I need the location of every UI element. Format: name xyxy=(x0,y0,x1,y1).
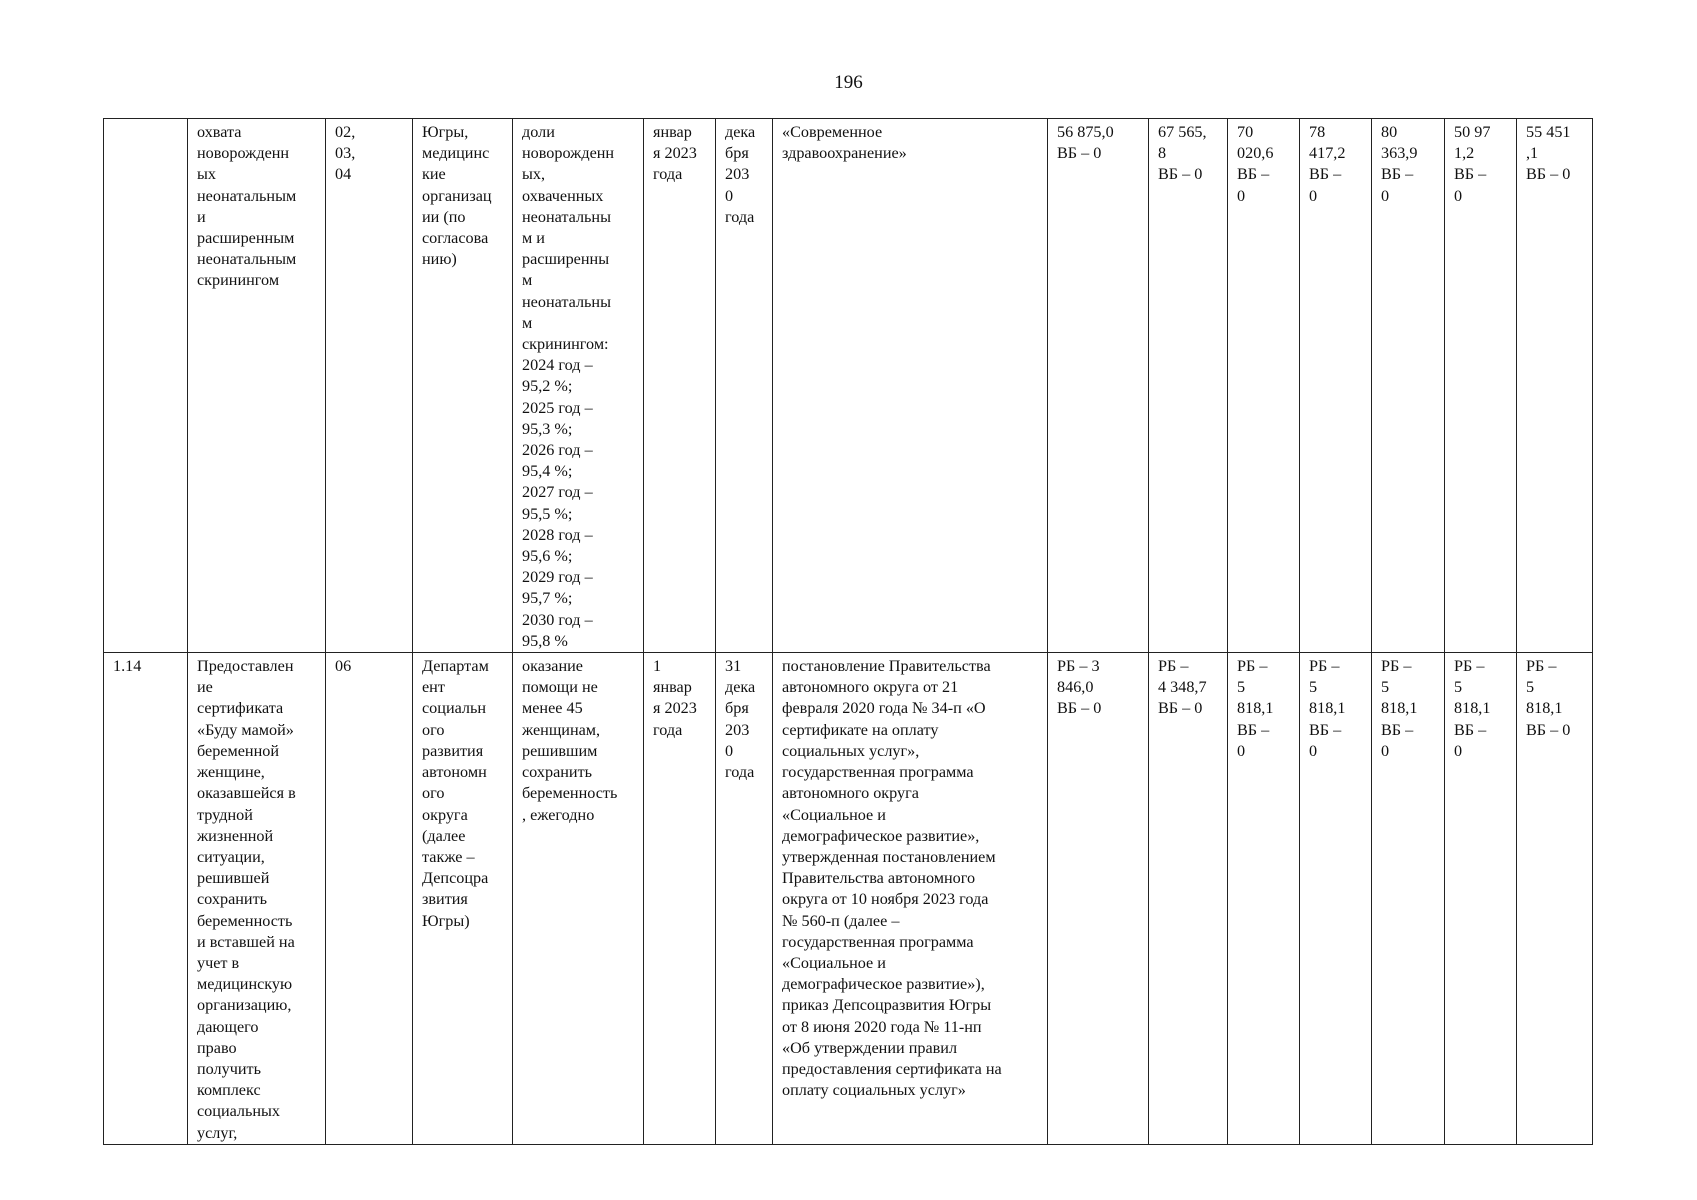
cell-start-date: январ я 2023 года xyxy=(644,119,716,653)
cell-measure-name: охвата новорожденн ых неонатальным и расширенным неонатальным скринингом xyxy=(188,119,326,653)
cell-measure-name: Предоставлен ие сертификата «Буду мамой» беременной женщине, оказавшейся в трудной жизненной ситуации, решившей сохранить беременность и вставшей на учет в медицинскую организацию, дающего право получить комплекс социальных услуг, xyxy=(188,653,326,1145)
cell-funding: РБ – 5 818,1 ВБ – 0 xyxy=(1517,653,1593,1145)
cell-funding: РБ – 3 846,0 ВБ – 0 xyxy=(1048,653,1149,1145)
page-number: 196 xyxy=(834,72,863,93)
table-row xyxy=(104,653,1593,1145)
cell-start-date: 1 январ я 2023 года xyxy=(644,653,716,1145)
cell-funding: 56 875,0 ВБ – 0 xyxy=(1048,119,1149,653)
cell-end-date: 31 дека бря 203 0 года xyxy=(716,653,773,1145)
table-row xyxy=(104,119,1593,653)
cell-result: доли новорожденн ых, охваченных неонатальны м и расширенны м неонатальны м скринингом: 2024 год – 95,2 %; 2025 год – 95,3 %; 2026 год – 95,4 %; 2027 год – 95,5 %; 2028 год – 95,6 %; 2029 год – 95,7 %; 2030 год – 95,8 % xyxy=(513,119,644,653)
cell-funding: 70 020,6 ВБ – 0 xyxy=(1228,119,1300,653)
cell-executor: Югры, медицинс кие организац ии (по согласова нию) xyxy=(413,119,513,653)
cell-basis: постановление Правительства автономного округа от 21 февраля 2020 года № 34-п «О сертификате на оплату социальных услуг», государственная программа автономного округа «Социальное и демографическое развитие», утвержденная постановлением Правительства автономного округа от 10 ноября 2023 года № 560-п (далее – государственная программа «Социальное и демографическое развитие»), приказ Депсоцразвития Югры от 8 июня 2020 года № 11-нп «Об утверждении правил предоставления сертификата на оплату социальных услуг» xyxy=(773,653,1048,1145)
cell-basis: «Современное здравоохранение» xyxy=(773,119,1048,653)
cell-funding: РБ – 5 818,1 ВБ – 0 xyxy=(1445,653,1517,1145)
cell-number: 1.14 xyxy=(104,653,188,1145)
cell-number xyxy=(104,119,188,653)
cell-executor: Департам ент социальн ого развития автономн ого округа (далее также – Депсоцра звития Югры) xyxy=(413,653,513,1145)
cell-end-date: дека бря 203 0 года xyxy=(716,119,773,653)
cell-code: 06 xyxy=(326,653,413,1145)
measures-table xyxy=(103,118,1593,1145)
cell-funding: 78 417,2 ВБ – 0 xyxy=(1300,119,1372,653)
cell-result: оказание помощи не менее 45 женщинам, решившим сохранить беременность , ежегодно xyxy=(513,653,644,1145)
cell-funding: 80 363,9 ВБ – 0 xyxy=(1372,119,1445,653)
cell-funding: 50 97 1,2 ВБ – 0 xyxy=(1445,119,1517,653)
cell-funding: РБ – 5 818,1 ВБ – 0 xyxy=(1228,653,1300,1145)
cell-funding: 67 565, 8 ВБ – 0 xyxy=(1149,119,1228,653)
cell-code: 02, 03, 04 xyxy=(326,119,413,653)
cell-funding: РБ – 4 348,7 ВБ – 0 xyxy=(1149,653,1228,1145)
cell-funding: 55 451 ,1 ВБ – 0 xyxy=(1517,119,1593,653)
cell-funding: РБ – 5 818,1 ВБ – 0 xyxy=(1300,653,1372,1145)
cell-funding: РБ – 5 818,1 ВБ – 0 xyxy=(1372,653,1445,1145)
